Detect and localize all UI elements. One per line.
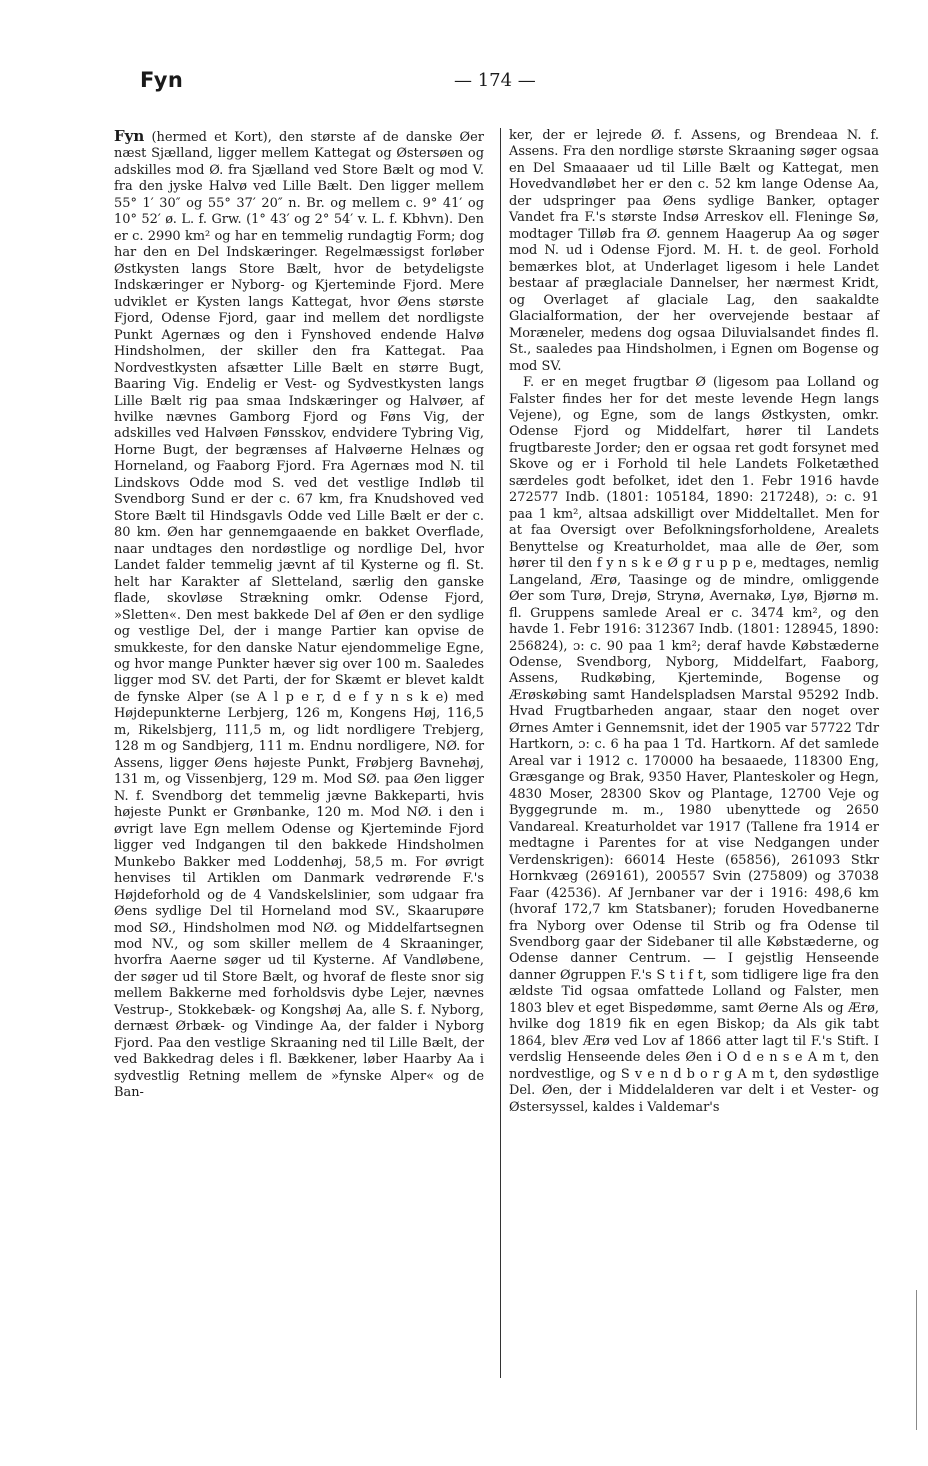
page-number: — 174 — [454, 70, 536, 91]
running-head: Fyn [140, 68, 184, 92]
fertility-paragraph: F. er en meget frugtbar Ø (ligesom paa Lolland og Falster findes her for det meste levende Hegn langs Vejene), og Egne, som de langs Østkysten, omkr. Odense Fjord og Middelfart, hører til Landets frugtbareste Jorder; den er ogsaa ret godt forsynet med Skove og er i Forhold til hele Landets Folketæthed særdeles godt befolket, idet den 1. Febr 1916 havde 272577 Indb. (1801: 105184, 1890: 217248), ɔ: c. 91 paa 1 km², altsaa adskilligt over Middeltallet. Men for at faa Oversigt over Befolkningsforholdene, Arealets Benyttelse og Kreaturholdet, maa alle de Øer, som hører til den f y n s k e Ø g r u p p e, medtages, nemlig Langeland, Ærø, Taasinge og de mindre, omliggende Øer som Turø, Drejø, Strynø, Avernakø, Lyø, Bjørnø m. fl. Gruppens samlede Areal er c. 3474 km², og den havde 1. Febr 1916: 312367 Indb. (1801: 128945, 1890: 256824), ɔ: c. 90 paa 1 km²; deraf havde Købstæderne Odense, Svendborg, Nyborg, Middelfart, Faaborg, Assens, Rudkøbing, Kjerteminde, Bogense og Ærøskøbing samt Handelspladsen Marstal 95292 Indb. Hvad Frugtbarheden angaar, staar den noget over Ørnes Amter i Gennemsnit, idet der 1905 var 57722 Tdr Hartkorn, ɔ: c. 6 ha paa 1 Td. Hartkorn. Af det samlede Areal var i 1912 c. 170000 ha besaaede, 118300 Eng, Græsgange og Brak, 9350 Haver, Planteskoler og Hegn, 4830 Moser, 28300 Skov og Plantage, 12700 Veje og Byggegrunde m. m., 1980 ubenyttede og 2650 Vandareal. Kreaturholdet var 1917 (Tallene fra 1914 er medtagne i Parentes for at vise Nedgangen under Verdenskrigen): 66014 Heste (65856), 261093 Stkr Hornkvæg (269161), 200557 Svin (275809) og 37038 Faar (42536). Af Jernbaner var der i 1916: 498,6 km (hvoraf 172,7 km Statsbaner); foruden Hovedbanerne fra Nyborg over Odense til Strib og fra Odense til Svendborg gaar der Sidebaner til alle Købstæderne, og Odense danner Centrum. — I gejstlig Henseende danner Øgruppen F.'s S t i f t, som tidligere lige fra den ældste Tid ogsaa omfattede Lolland og Falster, men 1803 blev et eget Bispedømme, samt Øerne Als og Ærø, hvilke dog 1819 fik en egen Biskop; da Als gik tabt 1864, blev Ærø ved Lov af 1866 atter lagt til F.'s Stift. I verdslig Henseende deles Øen i O d e n s e A m t, den nordvestlige, og S v e n d b o r g A m t, den sydøstlige Del. Øen, der i Middelalderen var delt i et Vester- og Østersyssel, kaldes i Valdemar's [509, 375, 880, 1115]
entry-paragraph [114, 128, 484, 1102]
entry-body-left: (hermed et Kort), den største af de danske Øer næst Sjælland, ligger mellem Kattegat og Østersøen og adskilles mod Ø. fra Sjælland ved Store Bælt og mod V. fra den jyske Halvø ved Lille Bælt. Den ligger mellem 55° 1′ 30″ og 55° 37′ 20″ n. Br. og mellem c. 9° 41′ og 10° 52′ ø. L. f. Grw. (1° 43′ og 2° 54′ v. L. f. Kbhvn). Den er c. 2990 km² og har en temmelig rundagtig Form; dog har den en Del Indskæringer. Regelmæssigst forløber Østkysten langs Store Bælt, hvor de betydeligste Indskæringer er Nyborg- og Kjerteminde Fjord. Mere udviklet er Kysten langs Kattegat, hvor Øens største Fjord, Odense Fjord, gaar ind mellem det nordligste Punkt Agernæs og den i Fynshoved endende Halvø Hindsholmen, der skiller den fra Kattegat. Paa Nordvestkysten afsætter Lille Bælt en større Bugt, Baaring Vig. Endelig er Vest- og Sydvestkysten langs Lille Bælt rig paa smaa Indskæringer og Halvøer, af hvilke nævnes Gamborg Fjord og Føns Vig, der adskilles ved Halvøen Fønsskov, endvidere Tybring Vig, Horne Bugt, der begrænses af Halvøerne Helnæs og Horneland, og Faaborg Fjord. Fra Agernæs mod N. til Lindskovs Odde mod S. ved det vestlige Indløb til Svendborg Sund er der c. 67 km, fra Knudshoved ved Store Bælt til Hindsgavls Odde ved Lille Bælt er der c. 80 km. Øen har gennemgaaende en bakket Overflade, naar undtages den nordøstlige og nordlige Del, hvor Landet falder temmelig jævnt af til Kysterne og fl. St. helt har Karakter af Sletteland, særlig den ganske flade, skovløse Strækning omkr. Odense Fjord, »Sletten«. Den mest bakkede Del af Øen er den sydlige og vestlige Del, der i mange Partier kan opvise de smukkeste, for den danske Natur ejendommelige Egne, og hvor mange Punkter hæver sig over 100 m. Saaledes ligger mod SV. det Parti, der for Skæmt er blevet kaldt de fynske Alper (se A l p e r, d e f y n s k e) med Højdepunkterne Lerbjerg, 126 m, Kongens Høj, 116,5 m, Rikelsbjerg, 111,5 m, og lidt nordligere Trebjerg, 128 m og Sandbjerg, 111 m. Endnu nordligere, NØ. for Assens, ligger Øens højeste Punkt, Frøbjerg Bavnehøj, 131 m, og Vissenbjerg, 129 m. Mod SØ. paa Øen ligger N. f. Svendborg det temmelig jævne Bakkeparti, hvis højeste Punkt er Grønbanke, 120 m. Mod NØ. i den i øvrigt lave Egn mellem Odense og Kjerteminde Fjord ligger ved Indgangen til den bakkede Hindsholmen Munkebo Bakker med Loddenhøj, 58,5 m. For øvrigt henvises til Artiklen om Danmark vedrørende F.'s Højdeforhold og de 4 Vandskelslinier, som udgaar fra Øens sydlige Del til Horneland mod SV., Skaarupøre mod SØ., Hindsholmen mod NØ. og Middelfartsegnen mod NV., og som skiller mellem de 4 Skraaninger, hvorfra Aaerne søger ud til Kysterne. Af Vandløbene, der søger ud til Store Bælt, og hvoraf de fleste snor sig mellem Bakkerne med forholdsvis dybe Lejer, nævnes Vestrup-, Stokkebæk- og Kongshøj Aa, alle S. f. Nyborg, dernæst Ørbæk- og Vindinge Aa, der falder i Nyborg Fjord. Paa den vestlige Skraaning ned til Lille Bælt, der ved Bakkedrag deles i fl. Bækkener, løber Haarby Aa i sydvestlig Retning mellem de »fynske Alper« og de Ban- [114, 130, 484, 1101]
text-columns [114, 127, 880, 1378]
entry-term: Fyn [114, 127, 145, 145]
right-column [509, 128, 879, 1116]
column-divider [500, 128, 501, 1378]
page-header [140, 68, 860, 108]
left-column [114, 128, 484, 1102]
continued-paragraph: ker, der er lejrede Ø. f. Assens, og Brendeaa N. f. Assens. Fra den nordlige største Skraaning søger ogsaa en Del Smaaaaer ud til Lille Bælt og Kattegat, men Hovedvandløbet her er den c. 52 km lange Odense Aa, der udspringer paa Øens sydlige Banker, optager Vandet fra F.'s største Indsø Arreskov ell. Fleninge Sø, modtager Tilløb fra Ø. gennem Haagerup Aa og søger mod N. ud i Odense Fjord. M. H. t. de geol. Forhold bemærkes blot, at Underlaget ligesom i hele Landet bestaar af præglaciale Dannelser, her nærmest Kridt, og Overlaget af glaciale Lag, den saakaldte Glacialformation, der her overvejende bestaar af Moræneler, medens dog ogsaa Diluvialsandet findes fl. St., saaledes paa Hindsholmen, i Egnen om Bogense og mod SV. [509, 128, 879, 374]
scan-edge-line [916, 1290, 917, 1430]
